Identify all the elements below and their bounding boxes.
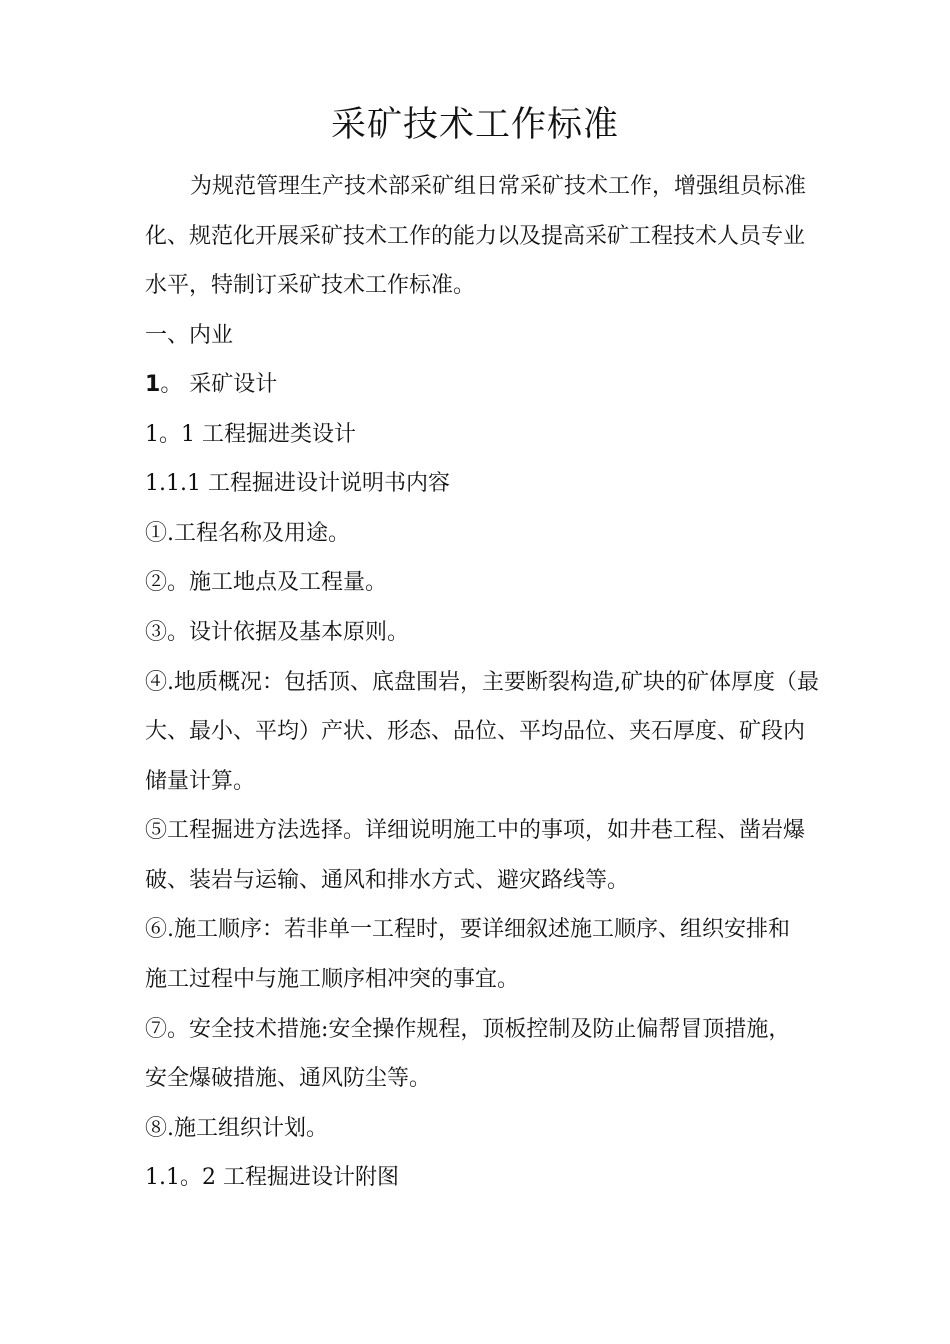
list-item-5-line-2: 破、装岩与运输、通风和排水方式、避灾路线等。 [145, 868, 630, 893]
heading-1-1: 1。1 工程掘进类设计 [145, 422, 356, 447]
list-item-4-line-2: 大、最小、平均）产状、形态、品位、平均品位、夹石厚度、矿段内 [145, 719, 806, 744]
section-heading-internal: 一、内业 [145, 323, 234, 348]
intro-line-2: 化、规范化开展采矿技术工作的能力以及提高采矿工程技术人员专业 [145, 224, 806, 249]
subsection-number: 1 [145, 372, 161, 397]
list-item-4-line-1: ④.地质概况：包括顶、底盘围岩，主要断裂构造,矿块的矿体厚度（最 [145, 670, 819, 695]
list-item-7-line-2: 安全爆破措施、通风防尘等。 [145, 1066, 432, 1091]
subsection-title: 。 采矿设计 [160, 372, 278, 397]
list-item-7-line-1: ⑦。安全技术措施:安全操作规程，顶板控制及防止偏帮冒顶措施， [145, 1017, 791, 1042]
list-item-1: ①.工程名称及用途。 [145, 521, 350, 546]
list-item-5-line-1: ⑤工程掘进方法选择。详细说明施工中的事项，如井巷工程、凿岩爆 [145, 818, 806, 843]
list-item-4-line-3: 储量计算。 [145, 769, 256, 794]
list-item-6-line-1: ⑥.施工顺序：若非单一工程时，要详细叙述施工顺序、组织安排和 [145, 917, 790, 942]
list-item-3: ③。设计依据及基本原则。 [145, 620, 410, 645]
subsection-heading-mining-design [145, 370, 277, 400]
list-item-8: ⑧.施工组织计划。 [145, 1116, 328, 1141]
list-item-6-line-2: 施工过程中与施工顺序相冲突的事宜。 [145, 967, 520, 992]
document-title: 采矿技术工作标准 [330, 105, 619, 145]
intro-line-1: 为规范管理生产技术部采矿组日常采矿技术工作，增强组员标准 [190, 174, 807, 199]
heading-1-1-2: 1.1。2 工程掘进设计附图 [145, 1165, 399, 1190]
intro-line-3: 水平，特制订采矿技术工作标准。 [145, 273, 476, 298]
heading-1-1-1: 1.1.1 工程掘进设计说明书内容 [145, 471, 450, 496]
list-item-2: ②。施工地点及工程量。 [145, 570, 388, 595]
